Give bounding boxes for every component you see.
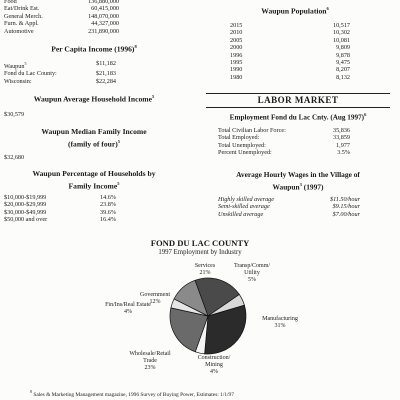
row-value: 16.4%	[100, 216, 116, 224]
row-label: Waupun$^5$	[4, 61, 27, 71]
chart-subtitle: 1997 Employment by Industry	[158, 249, 242, 256]
row-value: 10,081	[332, 36, 350, 44]
row-value: 23.8%	[100, 201, 116, 209]
pie-label: Government 12%	[140, 292, 170, 305]
chart-title: FOND DU LAC COUNTY	[150, 238, 250, 248]
pie-label: Fin/Ins/Real Estate 4%	[105, 302, 151, 315]
row-value: 44,327,000	[91, 20, 119, 28]
median-family-title: Waupun Median Family Income (family of four)$^5$	[41, 127, 147, 149]
row-label: $50,000 and over	[4, 216, 48, 224]
population-title: Waupun Population$^6$	[261, 6, 329, 16]
row-label: 2015	[230, 22, 243, 29]
employment-title: Employment Fond du Lac Cnty. (Aug 1997)$^6$	[229, 112, 367, 122]
row-value: 14.6%	[100, 194, 116, 201]
row-value: 35,836	[332, 127, 350, 134]
row-label: 2010	[230, 29, 243, 37]
row-label: Automotive	[4, 27, 34, 35]
row-label: Furn. & Appl.	[4, 20, 39, 28]
footnote: $^8$ Sales & Marketing Management magazine, 1996 Survey of Buying Power, Estimates: 1/1/97	[30, 389, 234, 398]
row-label: Total Unemployed:	[218, 141, 266, 149]
row-value: 8,132	[336, 73, 350, 81]
avg-household-value: $30,579	[4, 111, 25, 118]
avg-household-title: Waupun Average Household Income$^5$	[33, 94, 155, 104]
row-value: $9.15/hour	[332, 203, 360, 211]
wages-title: Average Hourly Wages in the Village of Waupun$^3$ (1997)	[236, 170, 360, 192]
row-value: 9,878	[336, 51, 350, 59]
households-title: Waupun Percentage of Households by Family Income$^5$	[32, 169, 156, 191]
row-label: $30,000-$49,999	[4, 208, 47, 216]
row-value: 9,809	[336, 44, 350, 52]
pie-label: Transp/Comm/ Utility 5%	[233, 263, 271, 283]
row-label: Food	[4, 0, 17, 5]
row-value: $11,182	[96, 60, 116, 67]
row-value: 9,475	[336, 59, 350, 67]
row-value: $11.50/hour	[330, 196, 360, 203]
row-label: 2005	[230, 36, 243, 44]
row-label: Semi-skilled average	[218, 203, 270, 211]
row-label: Eat/Drink Est.	[4, 5, 40, 13]
row-label: 1990	[230, 66, 243, 74]
row-label: $10,000-$19,999	[4, 194, 47, 201]
median-family-value: $32,680	[4, 154, 25, 161]
row-value: 60,415,000	[91, 5, 119, 13]
row-value: 39.6%	[100, 208, 116, 216]
row-value: 8,207	[336, 66, 350, 74]
pie-label: Wholesale/Retail Trade 23%	[129, 351, 171, 371]
row-label: Unskilled average	[218, 210, 264, 218]
row-value: 10,517	[332, 22, 350, 29]
row-label: Total Employed:	[218, 134, 260, 142]
row-value: 136,880,000	[88, 0, 119, 5]
labor-market-header: LABOR MARKET	[206, 93, 390, 108]
row-label: 2000	[230, 44, 243, 52]
row-label: $20,000-$29,999	[4, 201, 47, 209]
row-value: $7.00/hour	[332, 210, 360, 218]
row-label: Fond du Lac County:	[4, 70, 57, 78]
row-label: General Merch.	[4, 12, 43, 20]
row-value: $21,183	[95, 70, 116, 78]
row-value: $22,284	[95, 77, 116, 85]
row-label: Total Civilian Labor Force:	[218, 127, 286, 134]
row-label: Percent Unemployed:	[218, 149, 272, 157]
pie-label: Manufacturing 31%	[262, 316, 298, 329]
pie-label: Construction/ Mining 4%	[197, 355, 231, 375]
row-label: 1995	[230, 59, 243, 67]
row-value: 3.5%	[337, 149, 350, 157]
row-label: 1980	[230, 73, 243, 81]
row-value: 10,302	[332, 29, 350, 37]
row-label: 1996	[230, 51, 243, 59]
row-value: 1,977	[336, 141, 350, 149]
row-value: 148,070,000	[88, 12, 119, 20]
row-value: 231,890,000	[88, 27, 119, 35]
row-label: Highly skilled average	[218, 196, 275, 203]
per-capita-title: Per Capita Income $(1996)^8$	[51, 44, 137, 54]
pie-label: Services 21%	[194, 263, 216, 276]
row-value: 33,859	[332, 134, 350, 142]
row-label: Wisconsin:	[4, 77, 32, 85]
